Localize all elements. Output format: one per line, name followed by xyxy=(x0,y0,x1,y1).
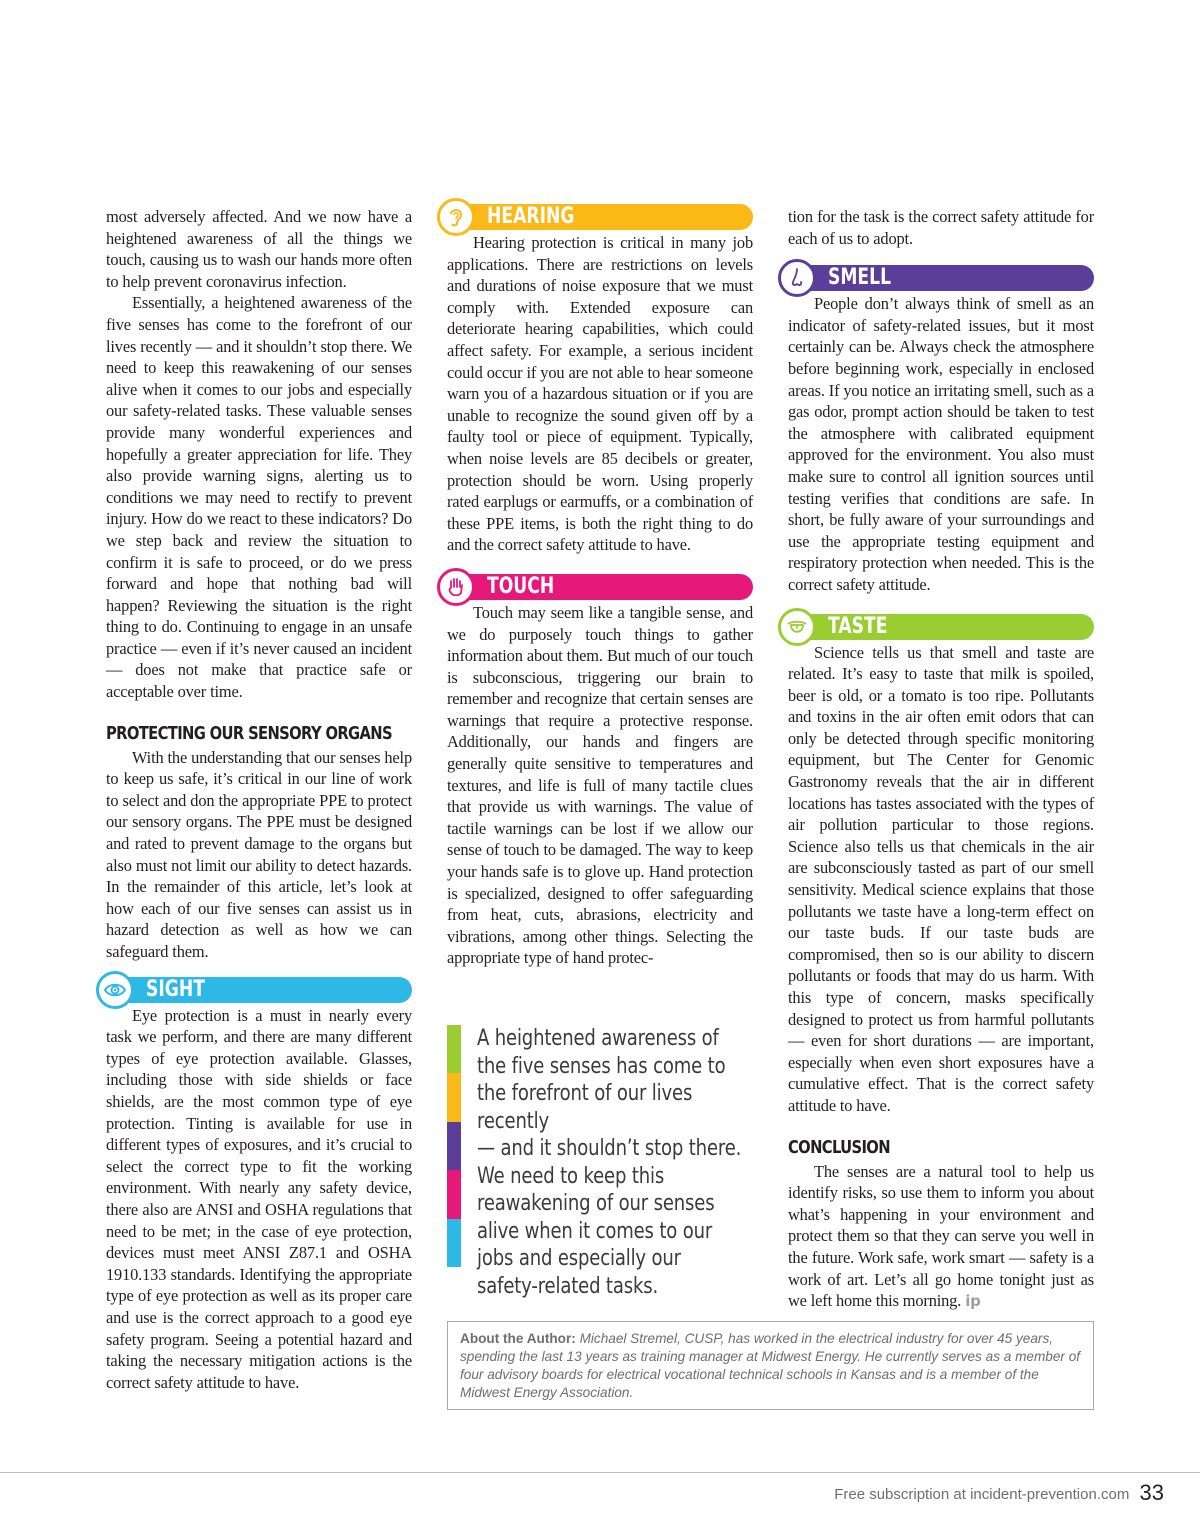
smell-banner xyxy=(788,265,1094,291)
touch-heading: TOUCH xyxy=(487,573,555,599)
paragraph-protecting: With the understanding that our senses help to keep us safe, it’s critical in our line of work to select and don the appropriate PPE to protect our sensory organs. The PPE must be designed and rated to prevent damage to the organs but also must not limit our ability to detect hazards. In the remainder of this article, let’s look at how each of our five senses can assist us in hazard detection as well as how we can safeguard them. xyxy=(106,747,412,961)
pull-quote-color-bar xyxy=(447,1025,461,1267)
hearing-heading: HEARING xyxy=(487,204,575,229)
nose-icon xyxy=(778,259,816,297)
color-bar-purple xyxy=(447,1122,461,1170)
column-1 xyxy=(106,206,412,1393)
tongue-icon xyxy=(778,608,816,646)
column-3 xyxy=(788,206,1094,1313)
taste-heading: TASTE xyxy=(828,613,888,639)
author-label: About the Author: xyxy=(460,1331,576,1346)
color-bar-pink xyxy=(447,1170,461,1218)
paragraph-taste: Science tells us that smell and taste are related. It’s easy to taste that milk is spoiled, beer is old, or a tomato is too ripe. Pollutants and toxins in the air often emit odors that can only be detected through specific monitoring equipment, but The Center for Genomic Gastronomy reveals that the air in different locations has tastes associated with the types of air pollution particular to those regions. Science also tells us that chemicals in the air are subconsciously tasted as part of our smell sensitivity. Medical science explains that those pollutants we taste have a long-term effect on our taste buds. If our taste buds are compromised, then so is our ability to discern pollutants or foods that may do us harm. With this type of concern, masks specifically designed to protect us from harmful pollutants — even for short durations — are important, especially when even short exposures have a cumulative effect. That is the correct safety attitude to have. xyxy=(788,642,1094,1115)
pull-quote-line: A heightened awareness of xyxy=(477,1026,719,1051)
sight-heading: SIGHT xyxy=(146,976,205,1002)
sight-banner xyxy=(106,977,412,1003)
author-bio: Michael Stremel, CUSP, has worked in the electrical industry for over 45 years, spending the last 13 years as training manager at Midwest Energy. He currently serves as a member of four advisory boards for electrical vocational technical schools in Kansas and is a member of the Midwest Energy Association. xyxy=(460,1331,1081,1400)
hearing-banner xyxy=(447,204,753,230)
hand-icon xyxy=(437,568,475,606)
paragraph-hearing: Hearing protection is critical in many job applications. There are restrictions on levels and durations of noise exposure that we must comply with. Extended exposure can deteriorate hearing capabilities, which could affect safety. For example, a serious incident could occur if you are not able to hear someone warn you of a hazardous situation or if you are unable to recognize the sound given off by a faulty tool or piece of equipment. Typically, when noise levels are 85 decibels or greater, protection should be worn. Using properly rated earplugs or earmuffs, or a combination of these PPE items, is both the right thing to do and the correct safety attitude to have. xyxy=(447,233,753,555)
pull-quote-line: the forefront of our lives recently xyxy=(477,1081,693,1134)
paragraph-touch: Touch may seem like a tangible sense, and we do purposely touch things to gather information about them. But much of our touch is subconscious, triggering our brain to remember and recognize that certain senses are warnings that require a protective response. Additionally, our hands and fingers are generally quite sensitive to temperatures and textures, and life is full of many tactile clues that provide us with warnings. The value of tactile warnings can be lost if we allow our sense of touch to be damaged. The way to keep your hands safe is to glove up. Hand protection is specialized, designed to offer safeguarding from heat, cuts, abrasions, electricity and vibrations, among other things. Selecting the appropriate type of hand protec- xyxy=(447,602,753,968)
paragraph-smell: People don’t always think of smell as an indicator of safety-related issues, but it most certainly can be. Always check the atmosphere before beginning work, especially in enclosed areas. If you notice an irritating smell, such as a gas odor, prompt action should be taken to test the atmosphere with calibrated equipment approved for the environment. You also must make sure to control all ignition sources until testing verifies that conditions are safe. In short, be fully aware of your surroundings and use the appropriate testing equipment and respiratory protection when needed. This is the correct safety attitude. xyxy=(788,294,1094,594)
pull-quote-line: jobs and especially our xyxy=(477,1246,681,1271)
pull-quote-line: We need to keep this xyxy=(477,1163,665,1189)
footer-subscription-text: Free subscription at incident-prevention.com xyxy=(834,1486,1130,1503)
pull-quote-line: alive when it comes to our xyxy=(477,1218,713,1244)
pull-quote-line: reawakening of our senses xyxy=(477,1191,715,1216)
page-number: 33 xyxy=(1139,1480,1164,1505)
pull-quote xyxy=(447,1025,767,1299)
touch-banner xyxy=(447,574,753,600)
paragraph-intro: most adversely affected. And we now have a heightened awareness of all the things we touch, causing us to wash our hands more often to help prevent coronavirus infection. xyxy=(106,207,412,291)
heading-conclusion: CONCLUSION xyxy=(788,1136,890,1158)
smell-heading: SMELL xyxy=(828,265,892,291)
page-footer xyxy=(834,1478,1164,1508)
color-bar-blue xyxy=(447,1219,461,1267)
paragraph-sight: Eye protection is a must in nearly every task we perform, and there are many different types of eye protection available. Glasses, including those with side shields or face shields, are the most common type of eye protection. Tinting is available for use in different types of exposures, and it’s crucial to select the correct type to fit the working environment. With nearly any safety device, there also are ANSI and OSHA regulations that need to be met; in the case of eye protection, devices must meet ANSI Z87.1 and OSHA 1910.133 standards. Identifying the appropriate type of eye protection as well as its proper care and use is the correct approach to a good eye safety program. Seeing a potential hazard and taking the necessary mitigation actions is the correct safety attitude to have. xyxy=(106,1005,412,1392)
pull-quote-text xyxy=(477,1025,764,1300)
color-bar-yellow xyxy=(447,1073,461,1121)
heading-protecting: PROTECTING OUR SENSORY ORGANS xyxy=(106,722,392,744)
ear-icon xyxy=(437,198,475,236)
pull-quote-line: the five senses has come to xyxy=(477,1053,726,1079)
pull-quote-line: — and it shouldn’t stop there. xyxy=(477,1136,742,1161)
about-the-author-box xyxy=(447,1321,1094,1410)
eye-icon xyxy=(96,971,134,1009)
paragraph-conclusion xyxy=(788,1161,1094,1313)
conclusion-text: The senses are a natural tool to help us identify risks, so use them to inform you about what’s happening in your environment and protect them so that they can serve you well in the future. Work safe, work smart — safety is a work of art. Let’s all go home tonight just as we left home this morning. xyxy=(788,1161,1094,1311)
pull-quote-line: safety-related tasks. xyxy=(477,1273,659,1299)
taste-banner xyxy=(788,614,1094,640)
column-2 xyxy=(447,206,753,969)
color-bar-green xyxy=(447,1025,461,1073)
paragraph-essentially: Essentially, a heightened awareness of the five senses has come to the forefront of our lives recently — and it shouldn’t stop there. We need to keep this reawakening of our senses alive when it comes to our jobs and especially our safety-related tasks. These valuable senses provide many wonderful experiences and hopefully a greater appreciation for life. They also provide warning signs, alerting us to conditions we may need to rectify to prevent injury. How do we react to these indicators? Do we step back and review the situation to confirm it is safe to proceed, or do we press forward and hope that nothing bad will happen? Reviewing the situation is the right thing to do. Continuing to engage in an unsafe practice — even if it’s never caused an incident — does not make that practice safe or acceptable over time. xyxy=(106,293,412,702)
paragraph-continued: tion for the task is the correct safety attitude for each of us to adopt. xyxy=(788,207,1094,248)
end-mark: ip xyxy=(965,1292,981,1311)
footer-divider xyxy=(0,1472,1200,1473)
